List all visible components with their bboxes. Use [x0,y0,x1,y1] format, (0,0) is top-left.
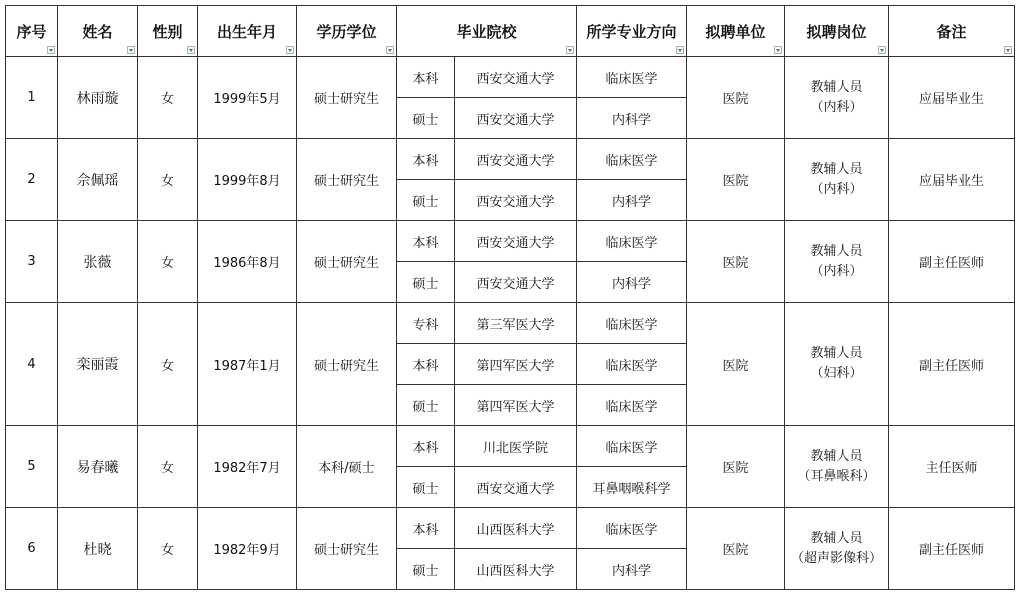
filter-dropdown-icon[interactable] [386,46,394,54]
cell-major[interactable]: 临床医学 [577,508,687,549]
cell-major[interactable]: 内科学 [577,549,687,590]
cell-gender[interactable]: 女 [138,57,198,139]
cell-degree[interactable]: 本科/硕士 [297,426,397,508]
cell-name[interactable]: 杜晓 [58,508,138,590]
cell-note[interactable]: 副主任医师 [889,221,1015,303]
cell-school[interactable]: 西安交通大学 [455,139,577,180]
cell-no[interactable]: 5 [6,426,58,508]
cell-birth[interactable]: 1986年8月 [198,221,297,303]
cell-gender[interactable]: 女 [138,221,198,303]
cell-school[interactable]: 川北医学院 [455,426,577,467]
position-detail: （妇科） [810,366,863,381]
cell-school[interactable]: 西安交通大学 [455,57,577,98]
cell-school[interactable]: 西安交通大学 [455,262,577,303]
cell-major[interactable]: 临床医学 [577,139,687,180]
header-label: 拟聘岗位 [806,22,867,41]
filter-dropdown-icon[interactable] [286,46,294,54]
cell-name[interactable]: 佘佩瑶 [58,139,138,221]
cell-school[interactable]: 西安交通大学 [455,98,577,139]
table-row [6,426,1015,467]
header-label: 学历学位 [316,22,377,41]
table-row [6,508,1015,549]
cell-position[interactable] [785,221,889,303]
cell-unit[interactable]: 医院 [687,221,785,303]
cell-birth[interactable]: 1999年8月 [198,139,297,221]
cell-unit[interactable]: 医院 [687,139,785,221]
header-label: 所学专业方向 [586,22,677,41]
header-row [6,6,1015,57]
filter-dropdown-icon[interactable] [47,46,55,54]
header-label: 出生年月 [216,22,277,41]
cell-school[interactable]: 第四军医大学 [455,385,577,426]
header-cell-school [397,6,577,57]
table-row [6,221,1015,262]
cell-major[interactable]: 临床医学 [577,426,687,467]
header-label: 拟聘单位 [705,22,766,41]
cell-position[interactable] [785,426,889,508]
cell-edu-level[interactable]: 硕士 [397,180,455,221]
filter-dropdown-icon[interactable] [187,46,195,54]
position-detail: （内科） [810,263,863,279]
cell-edu-level[interactable]: 硕士 [397,467,455,508]
cell-school[interactable]: 西安交通大学 [455,221,577,262]
header-label: 毕业院校 [456,22,517,41]
header-label: 性别 [152,22,183,41]
cell-unit[interactable]: 医院 [687,426,785,508]
cell-degree[interactable]: 硕士研究生 [297,221,397,303]
cell-name[interactable]: 张薇 [58,221,138,303]
cell-no[interactable]: 6 [6,508,58,590]
cell-gender[interactable]: 女 [138,508,198,590]
position-detail: （超声影像科） [790,550,882,566]
cell-major[interactable]: 内科学 [577,98,687,139]
cell-major[interactable]: 内科学 [577,262,687,303]
table-row [6,139,1015,180]
cell-gender[interactable]: 女 [138,426,198,508]
cell-major[interactable]: 临床医学 [577,303,687,344]
cell-edu-level[interactable]: 本科 [397,508,455,549]
cell-no[interactable]: 3 [6,221,58,303]
cell-major[interactable]: 临床医学 [577,221,687,262]
cell-note[interactable]: 副主任医师 [889,303,1015,426]
cell-edu-level[interactable]: 本科 [397,139,455,180]
cell-no[interactable]: 1 [6,57,58,139]
filter-dropdown-icon[interactable] [774,46,782,54]
cell-degree[interactable]: 硕士研究生 [297,508,397,590]
header-cell-birth [198,6,297,57]
position-title: 教辅人员 [810,530,863,546]
personnel-table [5,5,1015,590]
cell-degree[interactable]: 硕士研究生 [297,57,397,139]
table-row [6,303,1015,344]
cell-note[interactable]: 应届毕业生 [889,57,1015,139]
filter-dropdown-icon[interactable] [127,46,135,54]
table-row [6,57,1015,98]
header-cell-name [58,6,138,57]
cell-major[interactable]: 临床医学 [577,57,687,98]
cell-edu-level[interactable]: 本科 [397,426,455,467]
cell-gender[interactable]: 女 [138,303,198,426]
header-label: 姓名 [82,22,113,41]
position-detail: （内科） [810,99,863,115]
position-detail: （耳鼻喉科） [797,468,876,484]
cell-name[interactable]: 林雨璇 [58,57,138,139]
filter-dropdown-icon[interactable] [878,46,886,54]
cell-school[interactable]: 山西医科大学 [455,508,577,549]
cell-edu-level[interactable]: 本科 [397,221,455,262]
cell-position[interactable] [785,139,889,221]
position-title: 教辅人员 [810,448,863,464]
cell-major[interactable]: 内科学 [577,180,687,221]
position-detail: （内科） [810,181,863,197]
cell-edu-level[interactable]: 硕士 [397,549,455,590]
filter-dropdown-icon[interactable] [1004,46,1012,54]
cell-major[interactable]: 临床医学 [577,344,687,385]
cell-unit[interactable]: 医院 [687,508,785,590]
cell-position[interactable] [785,303,889,426]
cell-school[interactable]: 第三军医大学 [455,303,577,344]
header-cell-no [6,6,58,57]
cell-note[interactable]: 主任医师 [889,426,1015,508]
header-cell-note [889,6,1015,57]
cell-edu-level[interactable]: 专科 [397,303,455,344]
cell-edu-level[interactable]: 硕士 [397,98,455,139]
cell-no[interactable]: 4 [6,303,58,426]
cell-position[interactable] [785,508,889,590]
cell-note[interactable]: 副主任医师 [889,508,1015,590]
spreadsheet [5,5,1015,590]
header-cell-position [785,6,889,57]
cell-position[interactable] [785,57,889,139]
cell-birth[interactable]: 1987年1月 [198,303,297,426]
position-title: 教辅人员 [810,161,863,177]
cell-edu-level[interactable]: 硕士 [397,385,455,426]
cell-edu-level[interactable]: 本科 [397,57,455,98]
cell-unit[interactable]: 医院 [687,57,785,139]
cell-major[interactable]: 临床医学 [577,385,687,426]
header-cell-major [577,6,687,57]
header-label: 备注 [936,22,967,41]
position-title: 教辅人员 [810,346,863,361]
filter-dropdown-icon[interactable] [676,46,684,54]
cell-school[interactable]: 山西医科大学 [455,549,577,590]
header-label: 序号 [16,22,47,41]
cell-birth[interactable]: 1982年7月 [198,426,297,508]
cell-birth[interactable]: 1982年9月 [198,508,297,590]
header-cell-degree [297,6,397,57]
position-title: 教辅人员 [810,79,863,95]
header-cell-gender [138,6,198,57]
cell-edu-level[interactable]: 本科 [397,344,455,385]
cell-degree[interactable]: 硕士研究生 [297,303,397,426]
cell-major[interactable]: 耳鼻咽喉科学 [577,467,687,508]
cell-school[interactable]: 第四军医大学 [455,344,577,385]
cell-note[interactable]: 应届毕业生 [889,139,1015,221]
cell-unit[interactable]: 医院 [687,303,785,426]
cell-gender[interactable]: 女 [138,139,198,221]
cell-school[interactable]: 西安交通大学 [455,467,577,508]
filter-dropdown-icon[interactable] [566,46,574,54]
cell-school[interactable]: 西安交通大学 [455,180,577,221]
cell-name[interactable]: 栾丽霞 [58,303,138,426]
header-cell-unit [687,6,785,57]
cell-name[interactable]: 易春曦 [58,426,138,508]
position-title: 教辅人员 [810,243,863,259]
cell-degree[interactable]: 硕士研究生 [297,139,397,221]
cell-no[interactable]: 2 [6,139,58,221]
cell-birth[interactable]: 1999年5月 [198,57,297,139]
cell-edu-level[interactable]: 硕士 [397,262,455,303]
